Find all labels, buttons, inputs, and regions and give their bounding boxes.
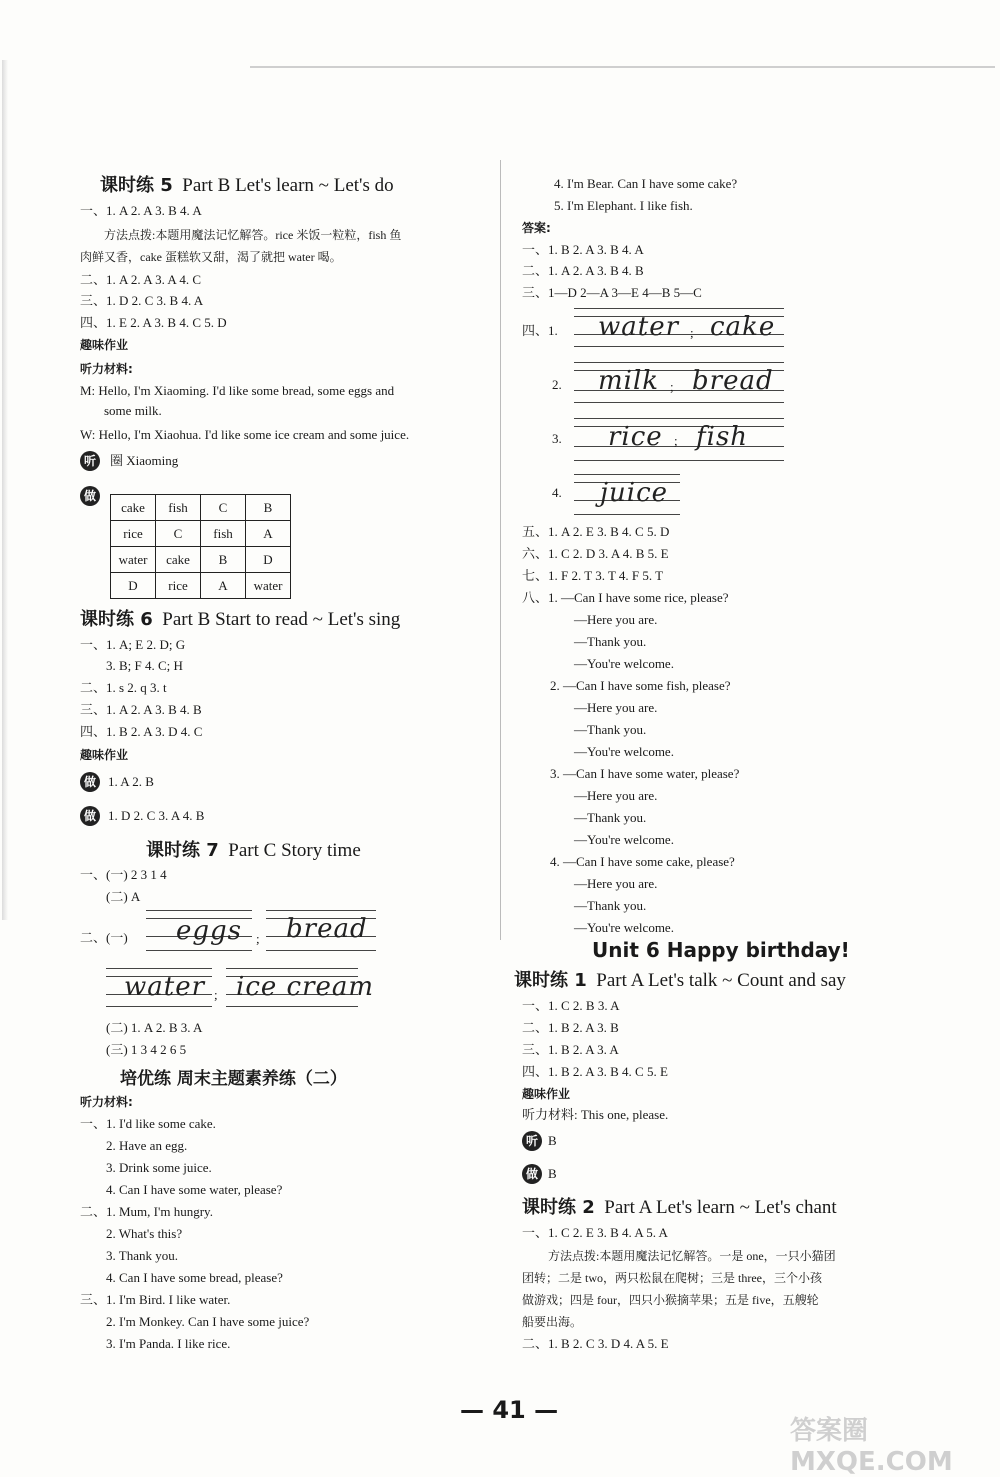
fun-homework-label: 趣味作业 bbox=[522, 1087, 571, 1101]
answer-line: 五、1. A 2. E 3. B 4. C 5. D bbox=[522, 524, 670, 539]
dialogue-line: —You're welcome. bbox=[574, 832, 674, 847]
section-number: 课时练 2 bbox=[522, 1197, 595, 1218]
answer-line: B bbox=[548, 1133, 557, 1148]
handwritten-answer: water bbox=[124, 972, 206, 1002]
listening-line: 3. I'm Panda. I like rice. bbox=[106, 1336, 231, 1351]
table-row bbox=[111, 495, 291, 521]
answer-line: 一、1. B 2. A 3. B 4. A bbox=[522, 242, 644, 257]
handwritten-answer: bread bbox=[692, 366, 774, 396]
answer-line: 六、1. C 2. D 3. A 4. B 5. E bbox=[522, 546, 669, 561]
listening-line: 5. I'm Elephant. I like fish. bbox=[554, 198, 693, 213]
listen-badge: 听 bbox=[522, 1131, 542, 1151]
dialogue-line: 4. —Can I have some cake, please? bbox=[550, 854, 735, 869]
writing-line bbox=[574, 308, 784, 309]
page-edge-shadow bbox=[2, 60, 8, 920]
listening-line: 一、1. I'd like some cake. bbox=[80, 1116, 216, 1131]
listening-label: 听力材料: bbox=[80, 362, 133, 376]
handwritten-answer: juice bbox=[600, 478, 669, 508]
dialogue-line: —You're welcome. bbox=[574, 920, 674, 935]
watermark: 答案圈 MXQE.COM bbox=[790, 1416, 953, 1477]
section-number: 课时练 5 bbox=[100, 175, 173, 196]
listening-line: 4. Can I have some water, please? bbox=[106, 1182, 283, 1197]
answer-line: 三、1. A 2. A 3. B 4. B bbox=[80, 702, 202, 717]
listening-line: 3. Thank you. bbox=[106, 1248, 178, 1263]
answer-line: 一、1. A; E 2. D; G bbox=[80, 637, 186, 652]
answer-line: 二、1. A 2. A 3. A 4. C bbox=[80, 272, 201, 287]
separator: ; bbox=[256, 931, 260, 946]
section-part: Part B Start to read ~ Let's sing bbox=[162, 609, 401, 630]
grid-cell: D bbox=[246, 547, 291, 573]
handwritten-answer: bread bbox=[286, 914, 368, 944]
section-title-s7 bbox=[146, 839, 361, 863]
listening-line: 2. What's this? bbox=[106, 1226, 183, 1241]
table-row bbox=[111, 521, 291, 547]
page-number: — 41 — bbox=[460, 1396, 559, 1424]
do-badge: 做 bbox=[80, 486, 100, 506]
listening-line: 三、1. I'm Bird. I like water. bbox=[80, 1292, 231, 1307]
answer-line: (二) A bbox=[106, 889, 141, 904]
section-title-s5 bbox=[100, 174, 394, 198]
table-row bbox=[111, 573, 291, 599]
grid-cell: B bbox=[201, 547, 246, 573]
writing-line bbox=[574, 474, 680, 475]
item-number: 3. bbox=[552, 431, 562, 446]
answer-line: 三、1. D 2. C 3. B 4. A bbox=[80, 293, 204, 308]
section-part: Part A Let's learn ~ Let's chant bbox=[604, 1197, 837, 1218]
dialogue-line: —Thank you. bbox=[574, 898, 647, 913]
writing-line bbox=[226, 1006, 358, 1007]
writing-line bbox=[574, 446, 784, 447]
grid-cell: rice bbox=[156, 573, 201, 599]
answers-label: 答案: bbox=[522, 221, 551, 235]
answer-line: 四、1. bbox=[522, 323, 558, 338]
dialogue-line: —Here you are. bbox=[574, 788, 658, 803]
listening-line: 2. Have an egg. bbox=[106, 1138, 188, 1153]
dialogue-line: —You're welcome. bbox=[574, 656, 674, 671]
answer-line: 1. D 2. C 3. A 4. B bbox=[108, 808, 205, 823]
answer-grid bbox=[110, 494, 291, 599]
section-part: Part B Let's learn ~ Let's do bbox=[182, 175, 394, 196]
fun-homework-label: 趣味作业 bbox=[80, 748, 129, 762]
method-tip: 船要出海。 bbox=[522, 1315, 583, 1329]
dialogue-line: 八、1. —Can I have some rice, please? bbox=[522, 590, 729, 605]
answer-line: 三、1. B 2. A 3. A bbox=[522, 1042, 619, 1057]
listen-badge: 听 bbox=[80, 451, 100, 471]
section-title-u6-s2 bbox=[522, 1196, 837, 1220]
answer-line: 二、(一) bbox=[80, 930, 128, 945]
method-tip: 方法点拨:本题用魔法记忆解答。一是 one，一只小猫团 bbox=[548, 1249, 836, 1263]
writing-line bbox=[574, 460, 784, 461]
grid-cell: cake bbox=[111, 495, 156, 521]
listening-label: 听力材料: bbox=[80, 1095, 133, 1109]
answer-line: 1. A 2. B bbox=[108, 774, 154, 789]
dialogue-line: —Thank you. bbox=[574, 634, 647, 649]
answer-line: 四、1. E 2. A 3. B 4. C 5. D bbox=[80, 315, 227, 330]
grid-cell: A bbox=[246, 521, 291, 547]
method-tip: 方法点拨:本题用魔法记忆解答。rice 米饭一粒粒，fish 鱼 bbox=[104, 228, 402, 242]
dialogue-line: —Thank you. bbox=[574, 810, 647, 825]
section-number: 课时练 7 bbox=[146, 840, 219, 861]
listening-line: W: Hello, I'm Xiaohua. I'd like some ice cream and some juice. bbox=[80, 427, 410, 442]
handwritten-answer: ice cream bbox=[236, 972, 375, 1002]
writing-line bbox=[106, 968, 212, 969]
grid-cell: B bbox=[246, 495, 291, 521]
listening-line: 听力材料: This one, please. bbox=[522, 1107, 669, 1122]
grid-cell: water bbox=[111, 547, 156, 573]
dialogue-line: —Here you are. bbox=[574, 612, 658, 627]
section-number: 课时练 1 bbox=[514, 970, 587, 991]
method-tip: 做游戏；四是 four，四只小猴摘苹果；五是 five，五艘轮 bbox=[522, 1293, 819, 1307]
grid-cell: D bbox=[111, 573, 156, 599]
grid-cell: cake bbox=[156, 547, 201, 573]
writing-line bbox=[574, 426, 784, 427]
do-badge: 做 bbox=[80, 806, 100, 826]
handwritten-answer: fish bbox=[696, 422, 749, 452]
writing-line bbox=[574, 402, 784, 403]
do-badge: 做 bbox=[80, 772, 100, 792]
answer-line: 一、1. A 2. A 3. B 4. A bbox=[80, 203, 202, 218]
answer-line: 一、1. C 2. B 3. A bbox=[522, 998, 620, 1013]
listening-line: some milk. bbox=[104, 403, 162, 418]
writing-line bbox=[146, 950, 252, 951]
grid-cell: fish bbox=[201, 521, 246, 547]
section-part: Part C Story time bbox=[228, 840, 361, 861]
listening-line: M: Hello, I'm Xiaoming. I'd like some bread, some eggs and bbox=[80, 383, 395, 398]
dialogue-line: 2. —Can I have some fish, please? bbox=[550, 678, 731, 693]
dialogue-line: —Here you are. bbox=[574, 700, 658, 715]
section-title-u6-s1 bbox=[514, 969, 846, 993]
writing-line bbox=[146, 910, 252, 911]
handwritten-answer: eggs bbox=[176, 916, 243, 946]
answer-line: 二、1. s 2. q 3. t bbox=[80, 680, 167, 695]
separator: ; bbox=[690, 325, 694, 340]
answer-line: 三、1—D 2—A 3—E 4—B 5—C bbox=[522, 285, 702, 300]
answer-line: 一、(一) 2 3 1 4 bbox=[80, 867, 167, 882]
grid-cell: rice bbox=[111, 521, 156, 547]
grid-cell: A bbox=[201, 573, 246, 599]
answer-line: (三) 1 3 4 2 6 5 bbox=[106, 1042, 187, 1057]
listening-line: 2. I'm Monkey. Can I have some juice? bbox=[106, 1314, 310, 1329]
separator: ; bbox=[670, 379, 674, 394]
answer-line: 二、1. B 2. C 3. D 4. A 5. E bbox=[522, 1336, 669, 1351]
answer-line: 七、1. F 2. T 3. T 4. F 5. T bbox=[522, 568, 664, 583]
separator: ; bbox=[674, 433, 678, 448]
writing-line bbox=[574, 362, 784, 363]
column-divider bbox=[500, 160, 501, 940]
answer-line: 四、1. B 2. A 3. D 4. C bbox=[80, 724, 203, 739]
table-row bbox=[111, 547, 291, 573]
fun-homework-label: 趣味作业 bbox=[80, 338, 129, 352]
listening-line: 3. Drink some juice. bbox=[106, 1160, 212, 1175]
writing-line bbox=[266, 910, 376, 911]
handwritten-answer: milk bbox=[598, 366, 660, 396]
handwritten-answer: water bbox=[598, 312, 680, 342]
item-number: 2. bbox=[552, 377, 562, 392]
top-rule bbox=[250, 66, 995, 68]
writing-line bbox=[574, 346, 784, 347]
dialogue-line: 3. —Can I have some water, please? bbox=[550, 766, 740, 781]
answer-line: (二) 1. A 2. B 3. A bbox=[106, 1020, 203, 1035]
handwritten-answer: rice bbox=[608, 422, 663, 452]
writing-line bbox=[226, 968, 358, 969]
dialogue-line: —Thank you. bbox=[574, 722, 647, 737]
answer-line: 3. B; F 4. C; H bbox=[106, 658, 183, 673]
dialogue-line: —You're welcome. bbox=[574, 744, 674, 759]
answer-line: 二、1. A 2. A 3. B 4. B bbox=[522, 263, 644, 278]
writing-line bbox=[574, 418, 784, 419]
listening-line: 4. Can I have some bread, please? bbox=[106, 1270, 283, 1285]
writing-line bbox=[266, 950, 376, 951]
grid-cell: C bbox=[201, 495, 246, 521]
answer-line: B bbox=[548, 1166, 557, 1181]
answer-line: 四、1. B 2. A 3. B 4. C 5. E bbox=[522, 1064, 668, 1079]
do-badge: 做 bbox=[522, 1164, 542, 1184]
section-title-s6 bbox=[80, 608, 400, 632]
listening-line: 二、1. Mum, I'm hungry. bbox=[80, 1204, 213, 1219]
answer-line: 圈 Xiaoming bbox=[110, 453, 179, 468]
answer-line: 二、1. B 2. A 3. B bbox=[522, 1020, 619, 1035]
item-number: 4. bbox=[552, 485, 562, 500]
grid-cell: fish bbox=[156, 495, 201, 521]
writing-line bbox=[574, 514, 680, 515]
dialogue-line: —Here you are. bbox=[574, 876, 658, 891]
grid-cell: water bbox=[246, 573, 291, 599]
writing-line bbox=[106, 1006, 212, 1007]
unit-title: Unit 6 Happy birthday! bbox=[592, 938, 850, 962]
section-title-weekend: 培优练 周末主题素养练（二） bbox=[120, 1069, 347, 1089]
grid-cell: C bbox=[156, 521, 201, 547]
listening-line: 4. I'm Bear. Can I have some cake? bbox=[554, 176, 738, 191]
separator: ; bbox=[214, 987, 218, 1002]
method-tip: 肉鲜又香，cake 蛋糕软又甜，渴了就把 water 喝。 bbox=[80, 250, 342, 264]
handwritten-answer: cake bbox=[710, 312, 776, 342]
section-number: 课时练 6 bbox=[80, 609, 153, 630]
answer-line: 一、1. C 2. E 3. B 4. A 5. A bbox=[522, 1225, 668, 1240]
method-tip: 团转；二是 two，两只松鼠在爬树；三是 three，三个小孩 bbox=[522, 1271, 822, 1285]
section-part: Part A Let's talk ~ Count and say bbox=[596, 970, 846, 991]
